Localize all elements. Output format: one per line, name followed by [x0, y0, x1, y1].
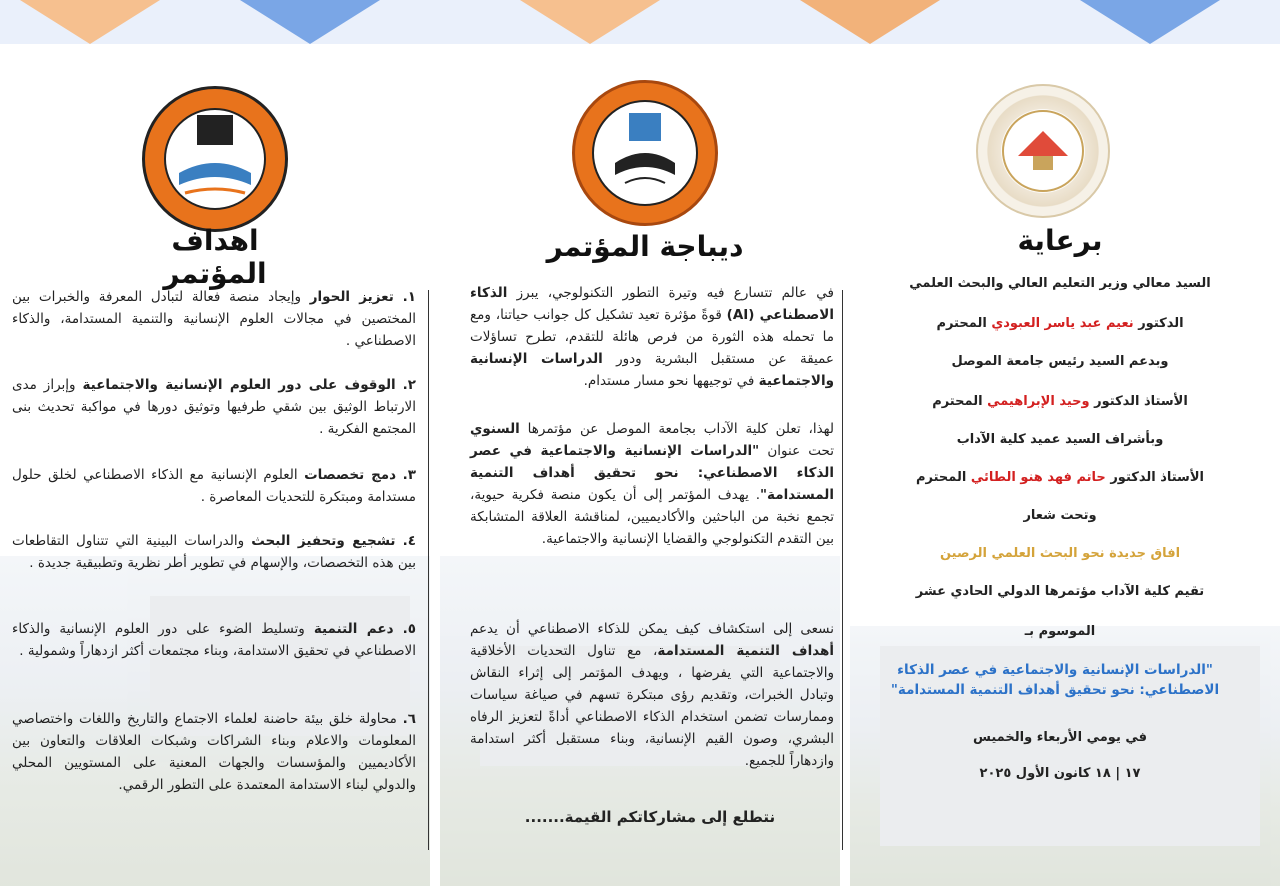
column-divider — [842, 290, 843, 850]
decor-triangle — [1080, 0, 1220, 44]
sponsor-line: وبأشراف السيد عميد كلية الآداب — [956, 432, 1164, 447]
college-of-arts-logo-icon — [142, 86, 288, 232]
preamble-paragraph: لهذا، تعلن كلية الآداب بجامعة الموصل عن مؤتمرها السنوي تحت عنوان "الدراسات الإنسانية والاجتماعية في عصر الذكاء الاصطناعي: نحو تحقيق أهداف التنمية المستدامة". يهدف المؤتمر إلى أن يكون منصة فكرية حيوية، تجمع نخبة من الباحثين والأكاديميين، لمناقشة العلاقة المتشابكة بين التقدم التكنولوجي والقضايا الإنسانية والاجتماعية. — [470, 421, 835, 547]
objective-item: ٢. الوقوف على دور العلوم الإنسانية والاجتماعية وإبراز مدى الارتباط الوثيق بين شقي طرفيها وتوثيق دورها في مواكبة تحديث بنى المجتمع الفكرية . — [12, 377, 416, 437]
sponsor-line: الدكتور نعيم عبد ياسر العبودي المحترم — [936, 316, 1184, 331]
preamble-paragraph: نسعى إلى استكشاف كيف يمكن للذكاء الاصطناعي أن يدعم أهداف التنمية المستدامة، مع تناول التحديات الأخلاقية والاجتماعية التي يفرضها ، ويهدف المؤتمر إلى إثراء النقاش وتبادل الخبرات، وتقديم رؤى مبتكرة تسهم في صياغة سياسات وممارسات تضمن استخدام الذكاء الاصطناعي أداةً لتعزيز الرفاه البشري، وصون القيم الإنسانية، وبناء مستقبل أكثر استدامة وازدهاراً للجميع. — [470, 621, 834, 769]
decor-triangle — [800, 0, 940, 44]
conference-slogan: افاق جديدة نحو البحث العلمي الرصين — [939, 546, 1181, 561]
ministry-seal-icon — [976, 84, 1110, 218]
sponsor-line: السيد معالي وزير التعليم العالي والبحث العلمي — [909, 276, 1211, 291]
sponsor-line: الأستاذ الدكتور وحيد الإبراهيمي المحترم — [932, 394, 1188, 409]
column-divider — [428, 290, 429, 850]
preamble-heading: ديباجة المؤتمر — [546, 230, 744, 263]
objective-item: ٦. محاولة خلق بيئة حاضنة لعلماء الاجتماع والتاريخ واللغات واختصاصي المعلومات والاعلام وبناء الشراكات وشبكات العلاقات والتعاون بين الأكاديميين والمؤسسات والجهات المعنية على المستويين المحلي والدولي لبناء الاستدامة المعتمدة على التطور الرقمي. — [12, 711, 417, 793]
top-decorative-band — [0, 0, 1280, 44]
sponsor-line: الموسوم بـ — [1024, 624, 1096, 639]
objective-item: ٥. دعم التنمية وتسليط الضوء على دور العلوم الإنسانية والذكاء الاصطناعي في تحقيق الاستدامة، وبناء مجتمعات أكثر ازدهاراً وشمولية . — [12, 621, 417, 659]
sponsor-line: الأستاذ الدكتور حاتم فهد هنو الطائي المحترم — [916, 470, 1204, 485]
objective-item: ١. تعزيز الحوار وإيجاد منصة فعالة لتبادل المعرفة والخبرات بين المختصين في مجالات العلوم الإنسانية والتنمية المستدامة، والذكاء الاصطناعي . — [12, 289, 416, 349]
conference-date: ١٧ | ١٨ كانون الأول ٢٠٢٥ — [979, 766, 1141, 781]
preamble-paragraph: في عالم تتسارع فيه وتيرة التطور التكنولوجي، يبرز الذكاء الاصطناعي (AI) قوةً مؤثرة تعيد تشكيل كل جوانب حياتنا، ومع ما تحمله هذه الثورة من فرص هائلة للتقدم، تطرح تساؤلات عميقة عن مستقبل البشرية ودور الدراسات الإنسانية والاجتماعية في توجيهها نحو مسار مستدام. — [470, 285, 834, 389]
sponsor-line: وتحت شعار — [1023, 508, 1097, 523]
conference-title: "الدراسات الإنسانية والاجتماعية في عصر الذكاء الاصطناعي: نحو تحقيق أهداف التنمية المستدامة" — [890, 662, 1220, 698]
closing-line: نتطلع إلى مشاركاتكم القيمة....... — [524, 808, 776, 826]
university-of-mosul-logo-icon — [572, 80, 718, 226]
decor-triangle — [520, 0, 660, 44]
objectives-heading: اهداف المؤتمر — [163, 224, 267, 290]
objective-item: ٣. دمج تخصصات العلوم الإنسانية مع الذكاء الاصطناعي لخلق حلول مستدامة ومبتكرة للتحديات المعاصرة . — [12, 467, 416, 505]
sponsor-line: وبدعم السيد رئيس جامعة الموصل — [951, 354, 1169, 369]
objective-item: ٤. تشجيع وتحفيز البحث والدراسات البينية التي تتناول التقاطعات بين هذه التخصصات، والإسهام في تطوير أطر نظرية وتطبيقية جديدة . — [12, 533, 416, 571]
decor-triangle — [240, 0, 380, 44]
sponsor-line: تقيم كلية الآداب مؤتمرها الدولي الحادي عشر — [915, 584, 1205, 599]
sponsorship-heading: برعاية — [1017, 224, 1103, 257]
conference-days: في يومي الأربعاء والخميس — [972, 730, 1148, 745]
decor-triangle — [20, 0, 160, 44]
